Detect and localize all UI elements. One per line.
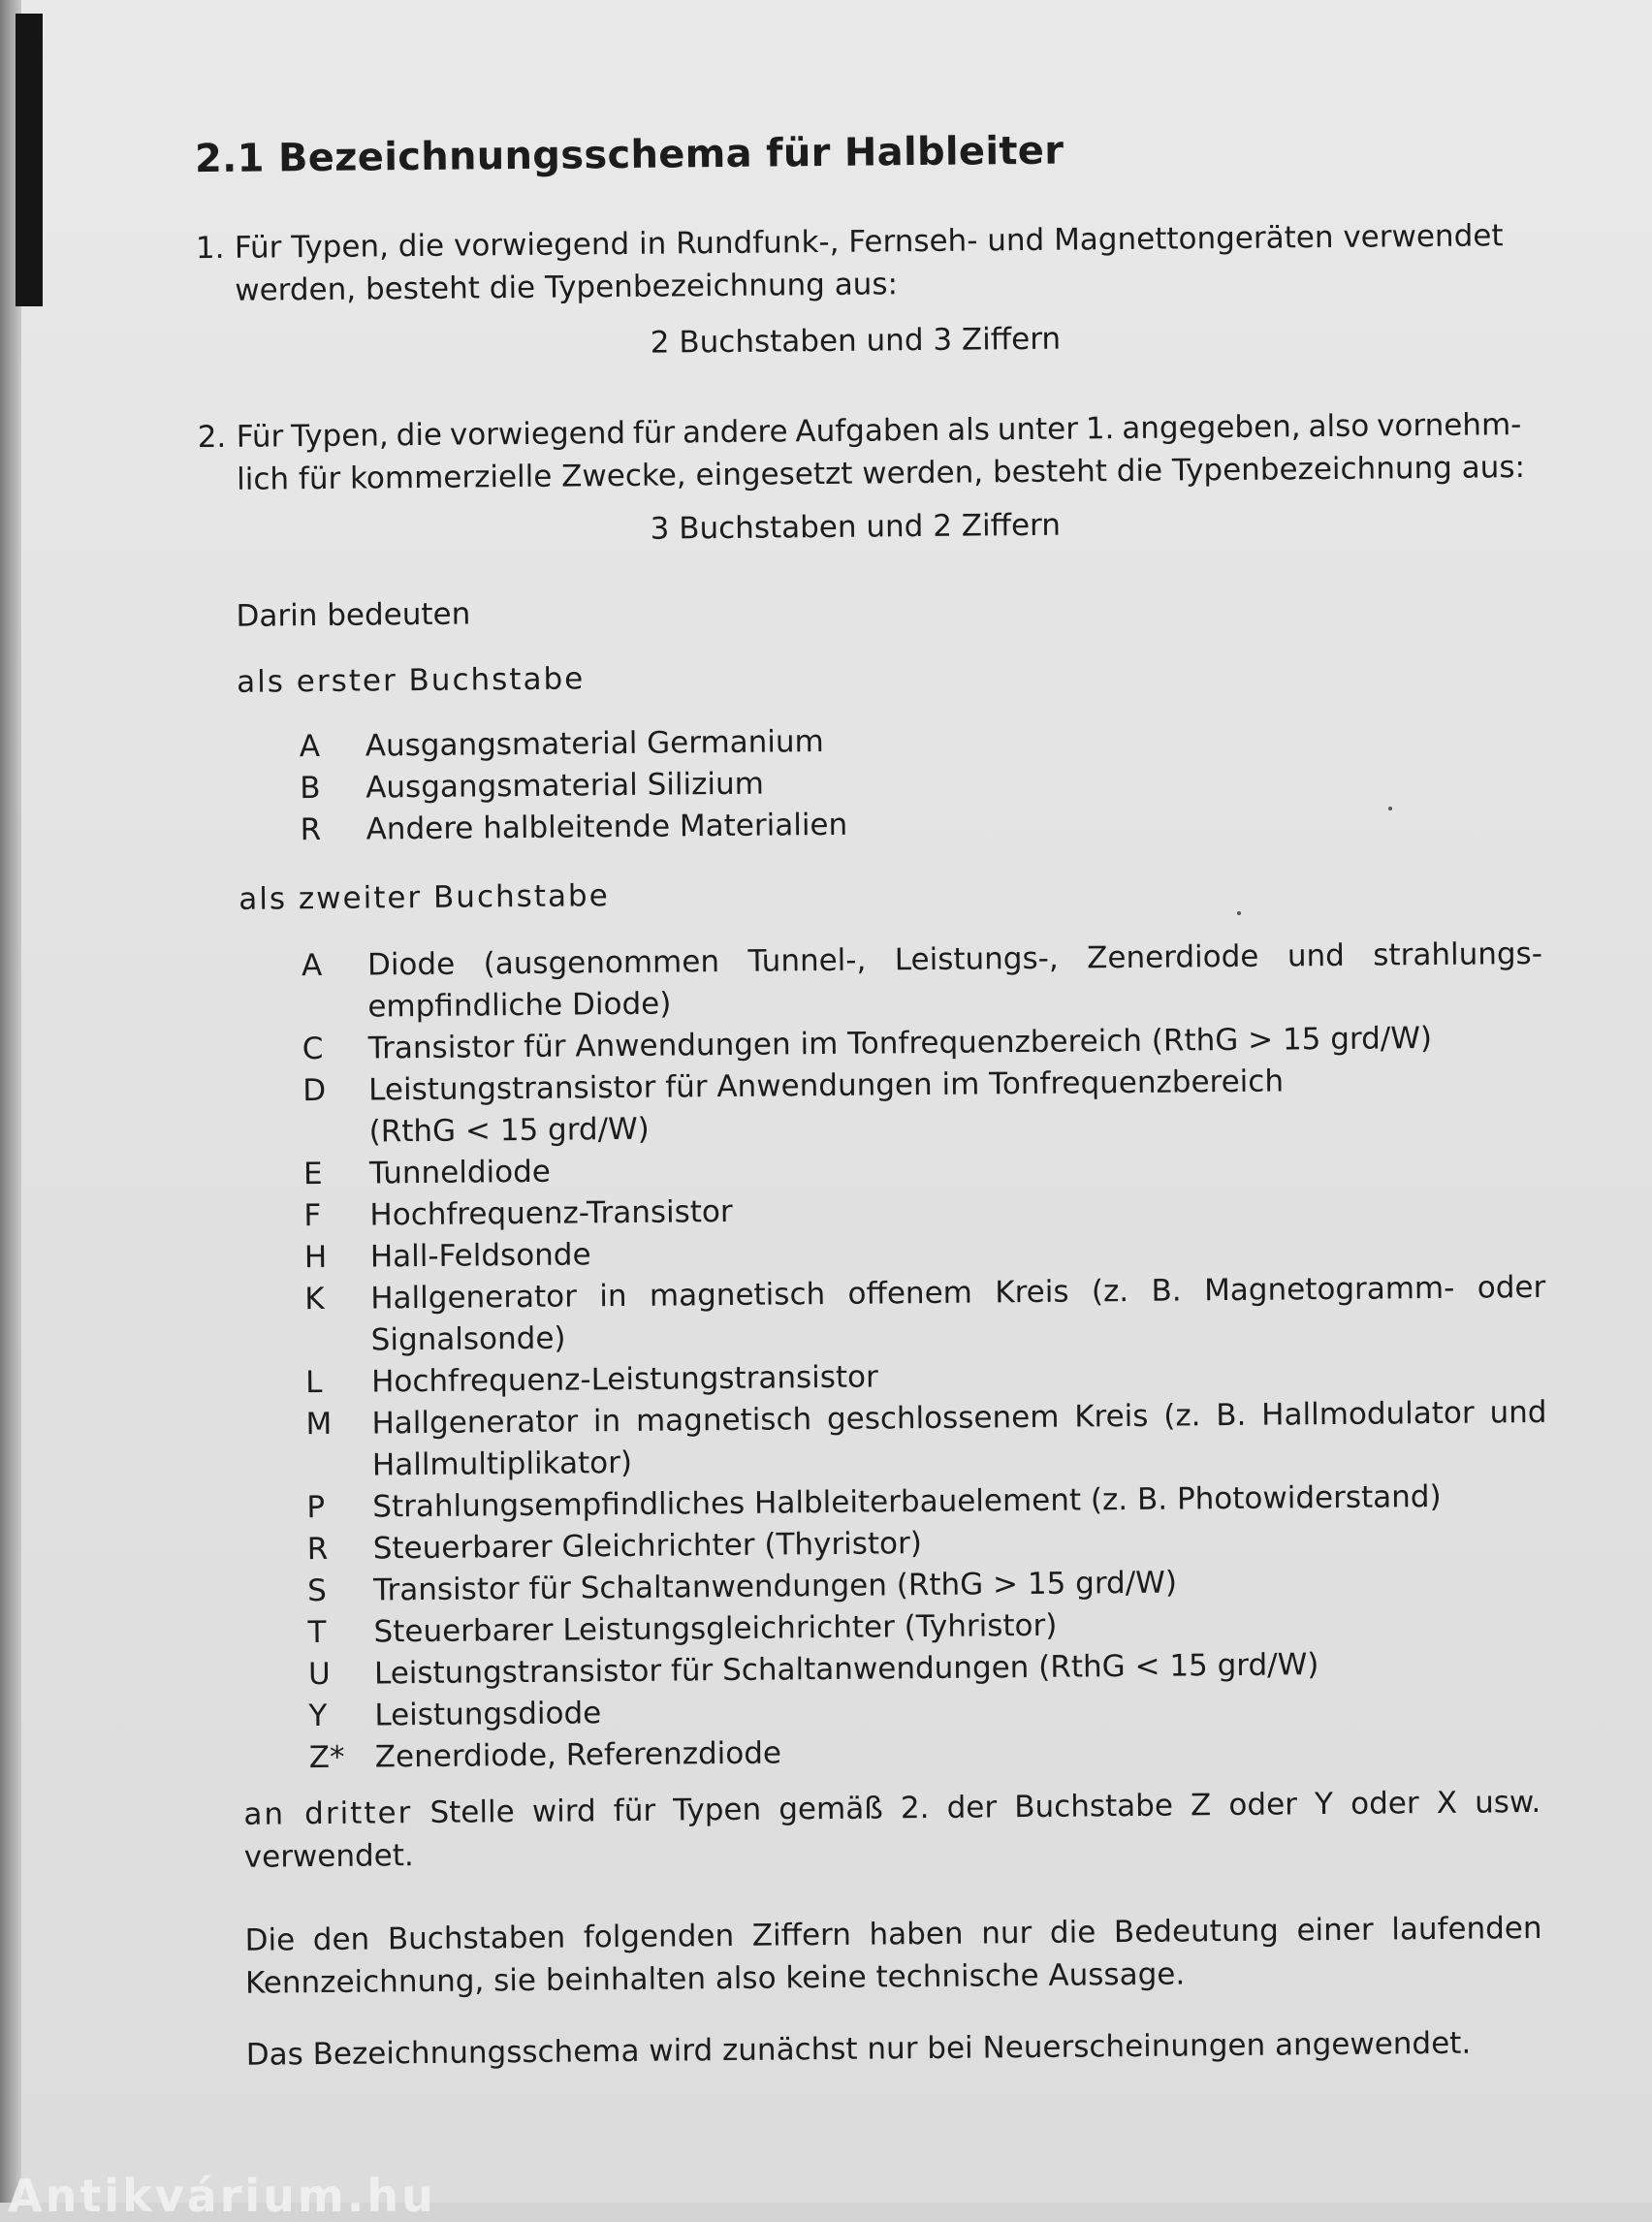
letter-description: Ausgangsmaterial Germanium (365, 723, 824, 764)
letter-code: F (303, 1197, 322, 1234)
letter-description: Transistor für Schaltanwendungen (RthG > 15 grd/W) (372, 1565, 1178, 1608)
letter-code: M (305, 1406, 333, 1443)
letter-description: Hallgenerator in magnetisch offenem Kreis (z. B. Magnetogramm- oder (370, 1269, 1546, 1317)
list-item (305, 1392, 1547, 1487)
list-item-text-line: lich für kommerzielle Zwecke, eingesetzt werden, besteht die Typenbezeichnung aus: (236, 450, 1526, 497)
paragraph-line: Kennzeichnung, sie beinhalten also keine technische Aussage. (244, 1956, 1186, 2001)
second-letter-list (302, 934, 1550, 1779)
letter-description: Leistungstransistor für Schaltanwendungen (RthG < 15 grd/W) (373, 1647, 1319, 1692)
letter-description: Diode (ausgenommen Tunnel-, Leistungs-, Zenerdiode und strahlungs- (366, 936, 1543, 983)
letter-description-cont: empfindliche Diode) (367, 986, 672, 1025)
letter-code: Y (308, 1698, 328, 1734)
letter-description: Leistungsdiode (374, 1696, 602, 1733)
list-item-2 (198, 403, 1537, 509)
formula-line: 3 Buchstaben und 2 Ziffern (650, 507, 1062, 547)
third-position-paragraph (243, 1781, 1541, 1879)
list-item-number: 2. (197, 419, 227, 456)
paper-speck (1237, 911, 1241, 915)
section-heading: 2.1 Bezeichnungsschema für Halbleiter (194, 128, 1064, 182)
letter-description-cont: (RthG < 15 grd/W) (368, 1111, 650, 1150)
list-item-text-line: werden, besteht die Typenbezeichnung aus: (235, 267, 899, 308)
paper-speck (1388, 807, 1392, 810)
letter-code: T (307, 1614, 327, 1651)
list-item (300, 721, 847, 768)
paragraph-line: Das Bezeichnungsschema wird zunächst nur bei Neuerscheinungen angewendet. (245, 2025, 1472, 2073)
letter-description: Hallgenerator in magnetisch geschlossenem Kreis (z. B. Hallmodulator und (371, 1394, 1547, 1442)
list-item (300, 763, 847, 809)
letter-description-cont: Hallmultiplikator) (371, 1444, 633, 1483)
paragraph-lead: an dritter (243, 1795, 413, 1832)
list-item (304, 1267, 1546, 1362)
letter-description: Hochfrequenz-Transistor (369, 1193, 733, 1233)
letter-code: P (306, 1489, 326, 1526)
letter-code: B (300, 770, 321, 807)
letter-description: Ausgangsmaterial Silizium (365, 766, 765, 806)
intro-text: Darin bedeuten (236, 596, 471, 634)
paragraph-text: Stelle wird für Typen gemäß 2. der Buchstabe Z oder Y oder X usw. (429, 1784, 1541, 1830)
second-letter-label: als zweiter Buchstabe (238, 878, 610, 917)
letter-code: S (306, 1572, 328, 1609)
letter-code: K (304, 1281, 325, 1317)
letter-description: Strahlungsempfindliches Halbleiterbauelement (z. B. Photowiderstand) (372, 1478, 1442, 1525)
formula-line: 2 Buchstaben und 3 Ziffern (650, 321, 1062, 361)
letter-code: C (302, 1031, 324, 1067)
list-item (302, 1059, 1544, 1154)
letter-code: D (302, 1072, 327, 1109)
list-item-text-line: Für Typen, die vorwiegend in Rundfunk-, Fernseh- und Magnettongeräten verwendet (234, 218, 1504, 266)
list-item (302, 934, 1543, 1029)
list-item-1 (196, 214, 1535, 320)
first-letter-label: als erster Buchstabe (236, 661, 586, 700)
letter-code: A (299, 728, 321, 765)
letter-code: Z* (308, 1739, 345, 1776)
list-item-number: 1. (195, 230, 225, 267)
paragraph-line: Die den Buchstaben folgenden Ziffern haben nur die Bedeutung einer laufenden (244, 1910, 1542, 1958)
paragraph-line: verwendet. (243, 1838, 414, 1875)
letter-code: H (303, 1239, 328, 1276)
letter-code: E (302, 1156, 323, 1192)
letter-description: Hochfrequenz-Leistungstransistor (370, 1359, 878, 1400)
letter-code: U (307, 1656, 331, 1693)
letter-description: Steuerbarer Leistungsgleichrichter (Tyhristor) (373, 1607, 1058, 1650)
digits-paragraph (244, 1907, 1542, 2005)
letter-code: R (306, 1531, 329, 1568)
first-letter-list (300, 721, 848, 851)
letter-description: Tunneldiode (368, 1154, 552, 1191)
letter-code: L (304, 1364, 323, 1401)
letter-description: Andere halbleitende Materialien (365, 807, 848, 847)
letter-description-cont: Signalsonde) (370, 1320, 566, 1358)
letter-description: Zenerdiode, Referenzdiode (374, 1735, 782, 1775)
letter-code: R (300, 811, 322, 848)
letter-description: Transistor für Anwendungen im Tonfrequenzbereich (RthG > 15 grd/W) (367, 1020, 1433, 1066)
letter-description: Hall-Feldsonde (369, 1237, 591, 1275)
list-item-text-line: Für Typen, die vorwiegend für andere Aufgaben als unter 1. angegeben, also vornehm- (236, 407, 1522, 455)
letter-description: Leistungstransistor für Anwendungen im Tonfrequenzbereich (368, 1063, 1285, 1108)
letter-code: A (301, 947, 323, 984)
list-item (300, 805, 847, 851)
watermark: Antikvárium.hu (8, 2170, 436, 2222)
scheme-paragraph (246, 2021, 1543, 2077)
letter-description: Steuerbarer Gleichrichter (Thyristor) (372, 1526, 923, 1567)
